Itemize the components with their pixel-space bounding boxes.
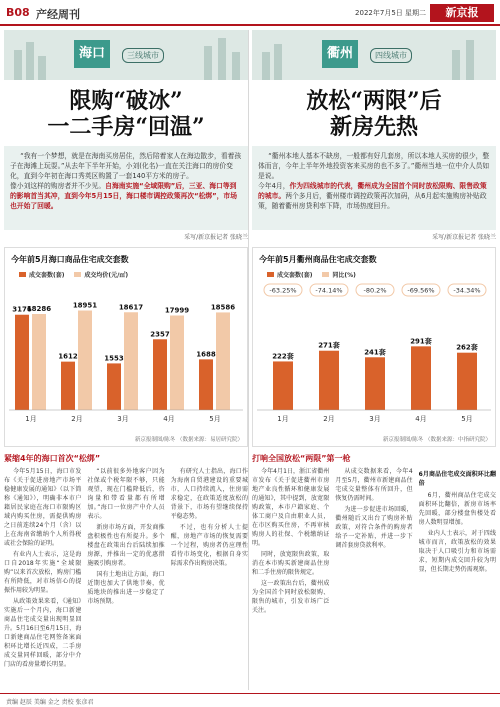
city-label: 衢州 [322, 40, 358, 68]
data-label-price: 17999 [164, 306, 190, 315]
data-label-units: 262套 [456, 343, 478, 352]
data-label-price: 18617 [118, 303, 144, 312]
section-heading: 紧缩4年的海口首次“松绑” [4, 454, 101, 463]
left-article [4, 30, 248, 682]
tick-label: 3月 [117, 415, 129, 423]
page-number: B08 [6, 6, 30, 19]
bar-price [32, 314, 46, 410]
section-heading-2: 6月商品住宅成交面积环比翻倍 [418, 471, 496, 487]
bar-units [61, 362, 75, 410]
bar-units [153, 339, 167, 410]
bar-price [124, 312, 138, 410]
bar-units [15, 315, 29, 410]
bar-price [170, 316, 184, 410]
bar-units [199, 359, 213, 410]
newspaper-logo: 新京报 [430, 4, 494, 22]
data-label-units: 291套 [410, 337, 432, 346]
tick-label: 5月 [461, 415, 473, 423]
data-label-units: 3176 [12, 305, 32, 314]
issue-date: 2022年7月5日 星期二 [355, 9, 426, 17]
byline: 采写/新京报记者 张晓兰 [432, 234, 496, 241]
tick-label: 1月 [25, 415, 37, 423]
bar-units [273, 361, 293, 410]
bar-price [216, 312, 230, 410]
chart-source: 新京报制图/陈冬 （数据来源：易居研究院） [134, 437, 243, 443]
chart-source: 新京报制图/陈冬 （数据来源：中指研究院） [382, 437, 491, 443]
tick-label: 5月 [209, 415, 221, 423]
data-label-price: 18951 [72, 301, 98, 310]
data-label-pct: -74.14% [315, 286, 343, 295]
chart-title: 今年前5月海口商品住宅成交套数 [11, 255, 129, 264]
right-article [252, 30, 496, 682]
bar-units [319, 351, 339, 410]
data-label-units: 241套 [364, 348, 386, 357]
chart-title: 今年前5月衢州商品住宅成交套数 [259, 255, 377, 264]
lead-paragraph: “衢州本地人基本不缺房，一般都有好几套房，所以本地人买房的很少，整体而言，今年上半年外地投资客来买房的也不多了。”衢州当地一位中介人员如是说。 今年4月，作为四线城市的代表，衢州成为全国首个同时放松限购、限售政策的城市。两个多月后，衢州楼市调控政策再次加码，从6月起实施购房补贴政策，随着衢州房贷利率下降，市场热度回升。 [252, 146, 496, 230]
city-tier: 四线城市 [370, 48, 412, 63]
data-label-units: 2357 [150, 330, 170, 339]
chart-legend: 成交套数(套) 成交均价(元/㎡) [19, 270, 136, 279]
bar-units [411, 346, 431, 410]
data-label-price: 18286 [26, 304, 52, 313]
tick-label: 1月 [277, 415, 289, 423]
byline: 采写/新京报记者 张晓兰 [184, 234, 248, 241]
data-label-pct: -63.25% [269, 286, 297, 295]
city-tier: 三线城市 [122, 48, 164, 63]
city-label: 海口 [74, 40, 110, 68]
tick-label: 3月 [369, 415, 381, 423]
data-label-units: 1553 [104, 354, 124, 363]
right-banner [252, 30, 496, 80]
data-label-pct: -80.2% [363, 286, 387, 295]
page-footer: 责编 赵辰 美编 金之 责校 张彦君 [0, 693, 500, 707]
data-label-units: 1688 [196, 350, 216, 359]
bar-units [365, 357, 385, 410]
tick-label: 2月 [323, 415, 335, 423]
article-body: 今年4月1日，浙江省衢州市发布《关于促进衢州市房地产业良性循环和健康发展的通知》，其中提到，放宽限购政策，本市户籍家庭、个体工商户及自由职业人员，在市区购买住房，不再审核购房人的社保、个税缴纳证明。 同时，放宽限售政策，取消在本市购买新建商品住房和二手住房的限售规定。 这一政策出台后，衢州成为全国首个同时放松限购、限售的城市，引发市场广泛关注。 从成交数据来看，今年4月至5月，衢州市新建商品住宅成交量整体有所回升，但恢复仍需时间。 为进一步促进市场回暖，衢州随后又出台了购房补贴政策，对符合条件的购房者给予一定补贴，并进一步下调首套房贷款利率。 6月商品住宅成交面积环比翻倍 6月，衢州商品住宅成交面积环比翻倍，新房市场率先回暖，部分楼盘售楼处看房人数明显增加。 业内人士表示，对于四线城市而言，政策放松的效果取决于人口吸引力和市场需求，短期内成交回升较为明显，但长期走势仍需观察。 [252, 468, 496, 614]
section-heading: 打响全国放松“两限”第一枪 [252, 454, 351, 463]
tick-label: 4月 [163, 415, 175, 423]
page-header [0, 0, 500, 26]
chart-canvas [5, 280, 247, 430]
bar-units [107, 363, 121, 410]
tick-label: 4月 [415, 415, 427, 423]
data-label-units: 1612 [58, 352, 78, 361]
data-label-pct: -34.34% [453, 286, 481, 295]
lead-paragraph: “我有一个梦想，就是在海南买房居住，然后陪着家人在海边散步，看着孩子在海滩上玩耍。”从去年下半年开始，小刘(化名)一直在关注海口的房价变化，直到今年初在海口秀英区购置了一套140平方米的房子。 像小刘这样的购房者并不少见。自海南实施“全域限购”后，三亚、海口等到的影响首当其冲，直到今年5月15日，海口楼市调控政策再次“松绑”，市场也开始了回暖。 [4, 146, 248, 230]
quzhou-chart [252, 247, 496, 447]
data-label-units: 271套 [318, 341, 340, 350]
column-divider [248, 30, 249, 690]
headline: 限购“破冰” 一二手房“回温” [47, 88, 205, 140]
section-title: 产经周刊 [36, 8, 80, 21]
data-label-pct: -69.56% [407, 286, 435, 295]
left-banner [4, 30, 248, 80]
data-label-price: 18586 [210, 303, 236, 312]
chart-legend: 成交套数(套) 同比(%) [267, 270, 364, 279]
bar-units [457, 353, 477, 410]
tick-label: 2月 [71, 415, 83, 423]
headline: 放松“两限”后 新房先热 [306, 88, 442, 140]
chart-canvas [253, 280, 495, 430]
haikou-chart [4, 247, 248, 447]
data-label-units: 222套 [272, 352, 294, 361]
article-body: 今年5月15日，海口市发布《关于促进房地产市场平稳健康发展的通知》（以下简称《通知》），明确非本市户籍居民家庭在海口市限购区域内购买住房，需提供购房之日前连续24个月（含）以上在海南省缴纳个人所得税或社会保险的证明。 有业内人士表示，这是海口自2018年实施“全域限购”以来首次放松，购房门槛有所降低，对市场信心的提振作用较为明显。 从政策效果来看，《通知》实施后一个月内，海口新建商品住宅成交量出现明显回升。5月16日至6月15日，海口新建商品住宅网签备案面积环比增长近四成，二手房成交量同样回暖，部分中介门店的看房量增长明显。 “以前很多外地客户因为社保或个税年限不够，只能观望，现在门槛降低后，咨询量和带看量都有所增加。”海口一位房产中介人员表示。 新房市场方面，开发商推盘积极性也有所提升。多个楼盘在政策出台后陆续加推房源，并推出一定的优惠措施吸引购房者。 国有土地出让方面，海口近期也加大了供地节奏，优质地块的推出进一步稳定了市场预期。 有研究人士指出，海口作为海南自贸港建设的重要城市，人口持续流入，住房需求稳定，在政策适度放松的背景下，市场有望继续保持平稳态势。 不过，也有分析人士提醒，房地产市场的恢复需要一个过程，购房者仍应理性看待市场变化，根据自身实际需求作出购房决策。 [4, 468, 248, 668]
bar-price [78, 311, 92, 410]
